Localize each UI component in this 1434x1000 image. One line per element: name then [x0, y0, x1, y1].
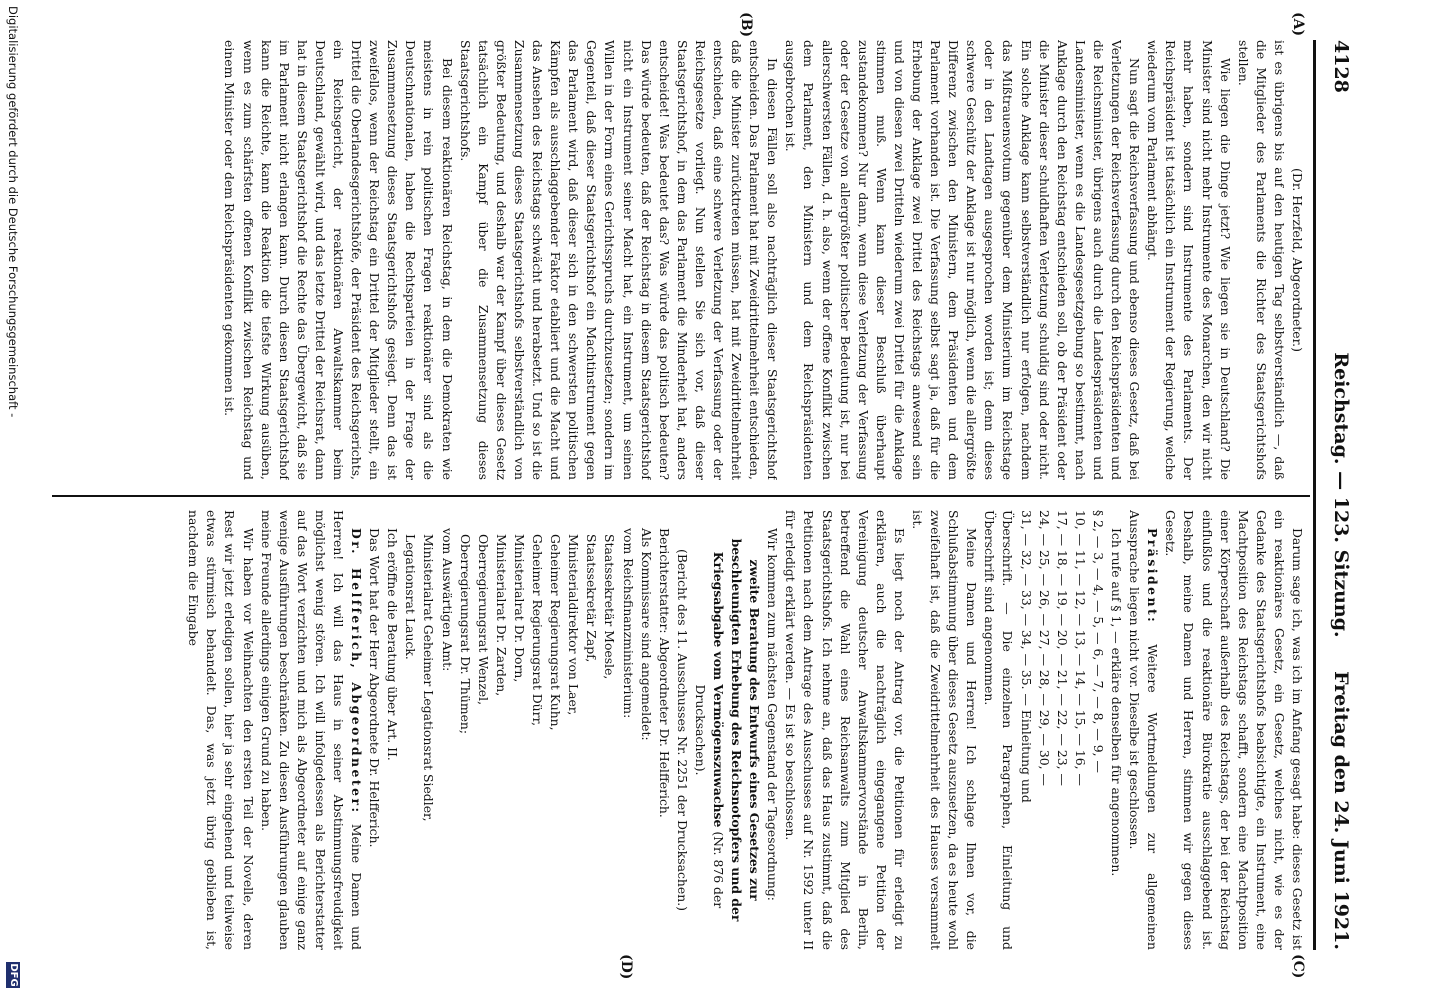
- speech-start: [257, 510, 366, 950]
- paragraph-list-line: 24, — 25, — 26, — 27, — 28, — 29, — 30, —: [1036, 510, 1052, 786]
- paragraph: Ich rufe auf § 1, — erkläre denselben für angenommen.: [1109, 528, 1125, 877]
- margin-letter-b: (B): [738, 12, 754, 38]
- agenda-reference: (Nr. 876 der Drucksachen).: [692, 684, 726, 909]
- paragraph-list-line: 10, — 11, — 12, — 13, — 14, — 15, — 16, —: [1072, 510, 1088, 786]
- ministry-label: vom Auswärtigen Amt:: [439, 528, 455, 672]
- right-column: [58, 510, 1306, 950]
- paragraph-text: Weitere Wortmeldungen zur allgemeinen Aussprache liegen nicht vor. Dieselbe ist geschlossen.: [1127, 510, 1161, 950]
- paragraph: In diesen Fällen soll also nachträglich dieser Staatsgerichtshof entscheiden. Das Parlament hat mit Zweidrittelmehrheit entschieden, daß die Minister zurücktreten müssen, hat mit Zweidrittelmehrheit entschieden, daß eine schwere Verletzung der Verfassung oder der Reichsgesetze vorliegt. Nun stellen Sie sich vor, daß dieser Staatsgerichtshof, in dem das Parlament die Minderheit hat, anders entscheidet! Was bedeutet das? Was würde das politisch bedeuten? Das würde bedeuten, daß der Reichstag in diesem Staatsgerichtshof nicht ein Instrument seiner Macht hat, ein Instrument, um seinen Willen in der Form eines Gerichtsspruchs durchzusetzen; sondern im Gegenteil, daß dieser Staatsgerichtshof ein Machtinstrument gegen das Parlament wird, daß dieser sich in den schwersten politischen Kämpfen als ausschlaggebender Faktor etabliert und die Macht und das Ansehen des Reichstags schwächt und herabsetzt. Und so ist die Zusammensetzung dieses Staatsgerichtshofs selbstverständlich von größter Bedeutung, und deshalb war der Kampf über dieses Gesetz tatsächlich ein Kampf über die Zusammensetzung dieses Staatsgerichtshofs.: [457, 40, 781, 480]
- page-header: [1318, 40, 1352, 950]
- commissioner-entry: Ministerialrat Dr. Zarden,: [493, 534, 509, 697]
- left-column: [58, 40, 1306, 480]
- paragraph: Bei diesem reaktionären Reichstag, in dem die Demokraten wie meistens in rein politischen Fragen reaktionärer sind als die Deutschnationalen, haben die Rechtsparteien in der Frage der Zusammensetzung dieses Staatsgerichtshofs gesiegt. Denn das ist zweifellos, wenn der Reichstag ein Drittel der Mitglieder stellt, ein Drittel die Oberlandesgerichtshöfe, der Präsident des Reichsgerichts, ein Reichsgericht, der reaktionären Anwaltskammer beim Deutschland, gewählt wird, und das letzte Drittel der Reichsrat, dann hat in diesem Staatsgerichtshof die Rechte das Übergewicht, daß sie im Parlament nicht erlangen kann. Durch diesen Staatsgerichtshof kann die Reichte, kann die Reaktion die tiefste Wirkung ausüben, wenn es zum schärfsten offenen Konflikt zwischen Reichstag und einem Minister oder dem Reichspräsidenten gekommen ist.: [222, 40, 455, 480]
- digitization-footer: [4, 0, 20, 1000]
- header-rule: [1313, 40, 1316, 950]
- speaker-continuation: (Dr. Herzfeld, Abgeordneter.): [1290, 168, 1305, 352]
- paragraph: Nun sagt die Reichsverfassung und ebenso dieses Gesetz, daß bei Verletzungen der Reichsverfassung durch den Reichspräsidenten und die Reichsminister, übrigens auch durch die Landespräsidenten und Landesminister, wenn es die Landesgesetzgebung so bestimmt, nach Anklage durch den Reichstag entschieden soll, ob der Präsident oder die Minister dieser schuldhaften Verletzung schuldig sind oder nicht. Ein solche Anklage kann selbstverständlich nur erfolgen, nachdem das Mißtrauensvotum gegenüber dem Ministerium im Reichstage oder in den Landtagen ausgesprochen worden ist; denn dieses schwere Geschütz der Anklage ist nur möglich, wenn die allergrößte Differenz zwischen den Ministern, dem Präsidenten und dem Parlament vorhanden ist. Die Verfassung selbst sagt ja, daß für die Erhebung der Anklage zwei Drittel des Reichstags anwesend sein und von diesen zwei Dritteln wiederum zwei Drittel für die Anklage stimmen muß. Wenn kann dieser Beschluß überhaupt zustandekommen? Nur dann, wenn diese Verletzung der Verfassung oder der Gesetze von allergrößter politischer Bedeutung ist, nur bei allerschwersten Fällen, d. h. also, wenn der offene Konflikt zwischen dem Parlament, den Ministern und dem Reichspräsidenten ausgebrochen ist.: [783, 40, 1143, 480]
- margin-letter-c: (C): [1290, 954, 1306, 979]
- report-reference: (Bericht des 11. Ausschusses Nr. 2251 der Drucksachen.): [674, 548, 690, 911]
- paragraph-list-line: 31, — 32, — 33, — 34, — 35. — Einleitung und: [1018, 510, 1034, 803]
- commissioner-entry: Legationsrat Lauck.: [403, 534, 419, 660]
- column-divider: [52, 495, 1310, 497]
- commissioners-intro: Als Kommissare sind angemeldet:: [638, 528, 654, 741]
- margin-letter-a: (A): [1290, 12, 1306, 37]
- president-remark: [1125, 510, 1161, 950]
- commissioner-entry: Staatssekretär Zapf,: [584, 534, 600, 663]
- ministry-label: vom Reichsfinanzministerium:: [620, 528, 636, 719]
- commissioner-entry: Oberregierungsrat Dr. Thümen;: [457, 534, 473, 735]
- commissioner-entry: Oberregierungsrat Wenzel,: [475, 534, 491, 706]
- reporter-line: Berichterstatter: Abgeordneter Dr. Helfferich.: [656, 528, 672, 818]
- commissioner-entry: Geheimer Regierungsrat Dürr,: [530, 534, 546, 727]
- commissioner-entry: Ministerialrat Dr. Dorn,: [511, 534, 527, 683]
- paragraph: Überschrift. — Die einzelnen Paragraphen, Einleitung und Überschrift sind angenommen.: [982, 510, 1016, 950]
- commissioner-entry: Geheimer Regierungsrat Kuhn,: [548, 534, 564, 731]
- agenda-item: [691, 510, 763, 950]
- paragraph: Wir haben vor Weihnachten den ersten Teil der Novelle, deren Rest wir jetzt erledigen sollen, hier ja sehr eingehend und teilweise etwas stürmisch behandelt. Das, was jetzt übrig geblieben ist, nachdem die Eingabe: [186, 510, 256, 950]
- dfg-logo: DFG: [8, 963, 19, 987]
- agenda-title: zweite Beratung des Entwurfs eines Gesetzes zur beschleunigten Erhebung des Reichsnotopfers und der Kriegsabgabe vom Vermögenszuwachse: [711, 538, 763, 922]
- paragraph: ist es übrigens bis auf den heutigen Tag selbstverständlich —, daß die Mitglieder des Parlaments die Richter des Staatsgerichtshofs stellen.: [1235, 40, 1287, 480]
- commissioner-entry: Staatssekretär Moesle,: [602, 534, 618, 680]
- paragraph: Meine Damen und Herren! Ich schlage Ihnen vor, die Schlußabstimmung über dieses Gesetz auszusetzen, da es heute wohl zweifelhaft ist, daß die Zweidrittelmehrheit des Hauses versammelt ist.: [910, 510, 980, 950]
- paragraph-list-line: 17, — 18, — 19, — 20, — 21, — 22, — 23, —: [1054, 510, 1070, 786]
- commissioner-entry: Ministerialrat Geheimer Legationsrat Siedler,: [421, 534, 437, 822]
- paragraph-list-line: § 2, — 3, — 4, — 5, — 6, — 7, — 8, — 9, —: [1090, 510, 1106, 773]
- speaker-president: Präsident:: [1145, 528, 1161, 625]
- session-date: Freitag den 24. Juni 1921.: [1330, 671, 1352, 950]
- funding-note: Digitalisierung gefördert durch die Deutsche Forschungsgemeinschaft -: [6, 6, 20, 418]
- paragraph: Wir kommen zum nächsten Gegenstand der Tagesordnung:: [765, 528, 781, 901]
- margin-letter-d: (D): [618, 954, 634, 980]
- paragraph: Wie liegen die Dinge jetzt? Wie liegen sie in Deutschland? Die Minister sind nicht mehr Instrumente des Monarchen, den wir nicht mehr haben, sondern sind Instrumente des Parlaments. Der Reichspräsident ist tatsächlich ein Instrument der Regierung, welche wiederum vom Parlament abhängt.: [1145, 40, 1233, 480]
- session-title: Reichstag. — 123. Sitzung.: [1330, 352, 1352, 638]
- paragraph: Das Wort hat der Herr Abgeordnete Dr. Helfferich.: [367, 528, 383, 848]
- paragraph: Ich eröffne die Beratung über Art. II.: [385, 528, 401, 761]
- paragraph-text: Meine Damen und Herren! Ich will das Haus in seiner Abstimmungsfreudigkeit möglichst wenig stören. Ich will infolgedessen als Berichterstatter auf das Wort verzichten und mich als Abgeordneter auf einige ganz wenige Ausführungen beschränken. Zu diesen Ausführungen glauben meine Freunde allerdings einigen Grund zu haben.: [258, 510, 365, 950]
- paragraph: Es liegt noch der Antrag vor, die Petitionen für erledigt zu erklären, auch die nachträglich eingegangene Petition der Vereinigung deutscher Anwaltskammervorstände in Berlin, betreffend die Wahl eines Reichsanwalts zum Mitglied des Staatsgerichtshofs. Ich nehme an, daß das Haus zustimmt, daß die Petitionen nach dem Antrage des Ausschusses auf Nr. 1592 unter II für erledigt erklärt werden. — Es ist so beschlossen.: [783, 510, 907, 950]
- commissioner-entry: Ministerialdirektor von Laer,: [566, 534, 582, 716]
- page-body: [44, 12, 1354, 980]
- paragraph: Darum sage ich, was ich im Anfang gesagt habe: dieses Gesetz ist ein reaktionäres Gesetz, ein Gesetz, welches nicht, wie es der Gedanke des Staatsgerichtshofs beabsichtigte, ein Instrument, eine Machtposition des Reichstags schafft, sondern eine Machtposition einer Körperschaft außerhalb des Reichstags, der bei der Reichstag einflußlos und die reaktionäre Bürokratie ausschlaggebend ist. Deshalb, meine Damen und Herren, stimmen wir gegen dieses Gesetz.: [1163, 510, 1305, 950]
- page-number: 4128: [1330, 40, 1352, 93]
- speaker-helfferich: Dr. Helfferich, Abgeordneter:: [349, 528, 365, 815]
